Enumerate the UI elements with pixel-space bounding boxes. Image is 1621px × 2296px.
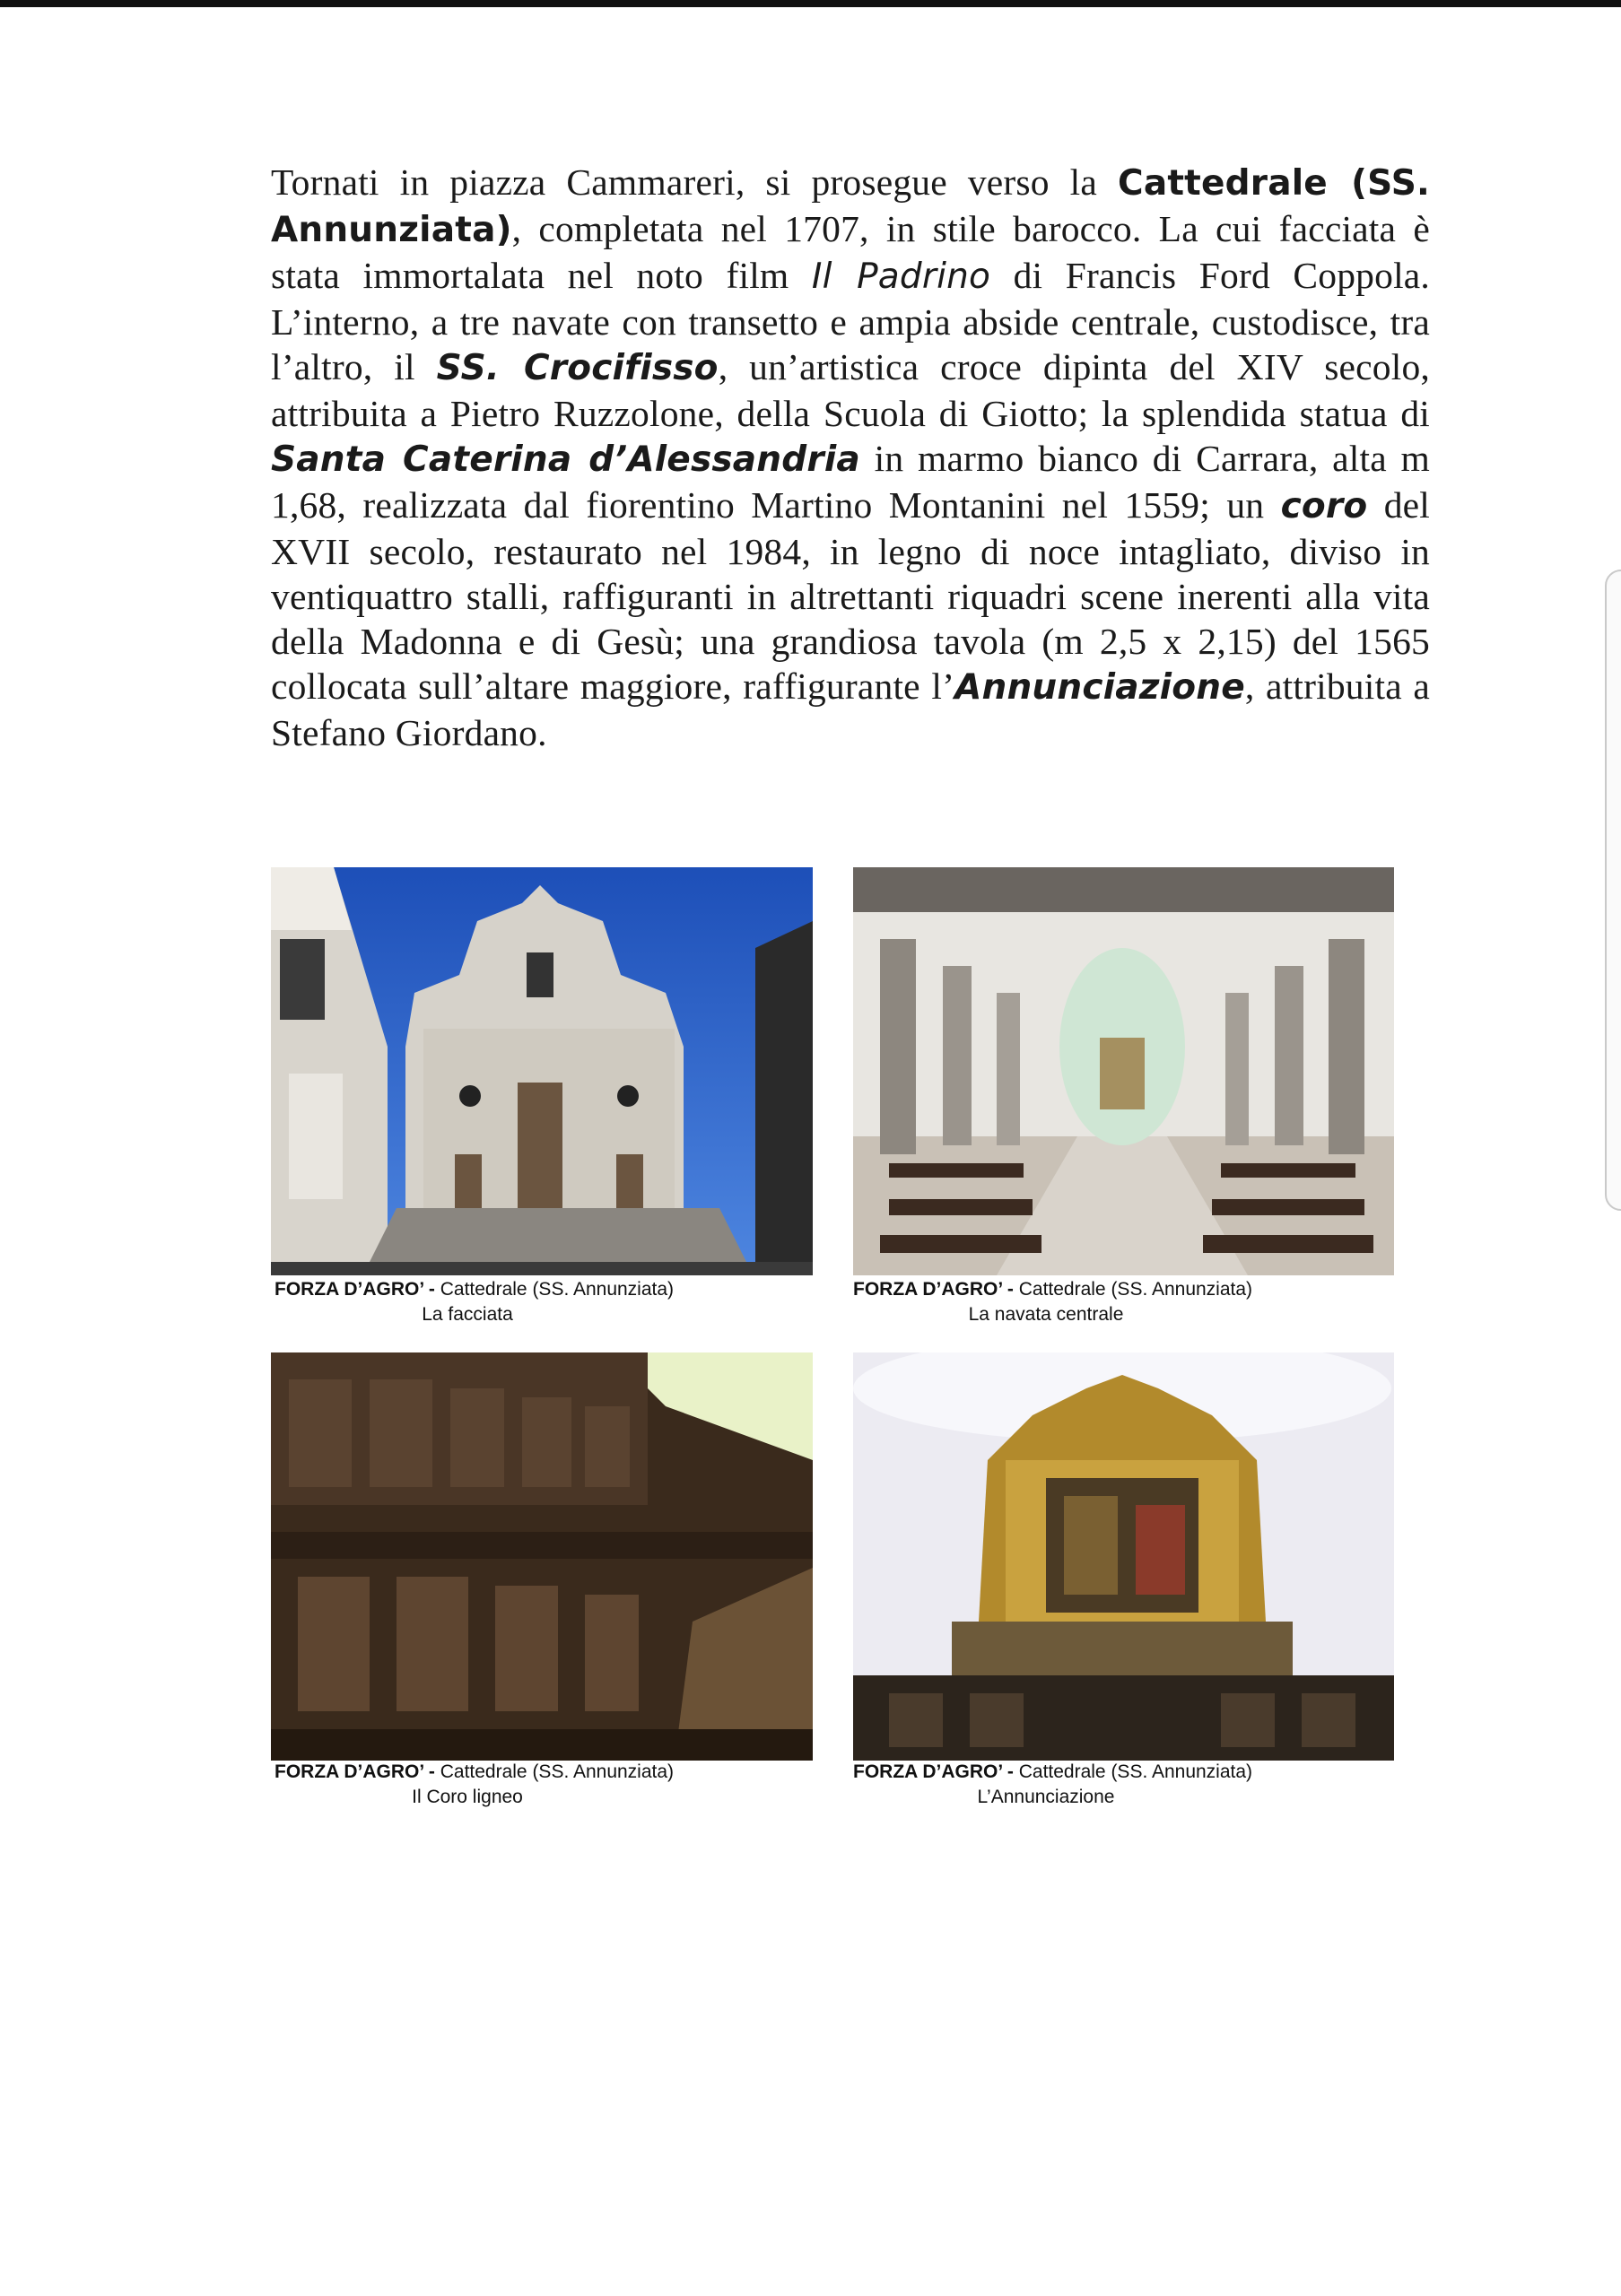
- caption-place: FORZA D’AGRO’ -: [853, 1279, 1019, 1300]
- text-segment: , attribuita a Stefano Giordano.: [271, 665, 1431, 753]
- annunciation-term: Annunciazione: [954, 667, 1245, 708]
- caption-annunciation: [853, 1760, 1253, 1810]
- cathedral-name: Cattedrale (SS. Annunziata): [271, 163, 1430, 250]
- caption-subtitle: Il Coro ligneo: [412, 1787, 523, 1807]
- text-segment: Tornati in piazza Cammareri, si prosegue verso la: [271, 161, 1118, 203]
- photo-annunciation: [853, 1352, 1394, 1761]
- photo-facade: [271, 867, 813, 1275]
- scrollbar-handle[interactable]: [1605, 570, 1621, 1211]
- body-paragraph: [271, 160, 1430, 755]
- text-segment: in marmo bianco di Carrara, alta m 1,68, realizzata dal fiorentino Martino Montanini nel 1559; un: [271, 438, 1430, 526]
- text-segment: , un’artistica croce dipinta del XIV secolo, attribuita a Pietro Ruzzolone, della Scuola di Giotto; la splendida statua di: [271, 346, 1430, 434]
- caption-subtitle: L’Annunciazione: [977, 1787, 1115, 1807]
- caption-name: Cattedrale (SS. Annunziata): [1018, 1279, 1253, 1300]
- caption-subtitle: La facciata: [422, 1304, 513, 1325]
- photo-choir: [271, 1352, 813, 1761]
- caption-facade: [275, 1277, 675, 1327]
- photo-nave: [853, 867, 1394, 1275]
- caption-place: FORZA D’AGRO’ -: [275, 1761, 440, 1782]
- crucifix-name: SS. Crocifisso: [436, 348, 719, 388]
- text-segment: del XVII secolo, restaurato nel 1984, in legno di noce intagliato, diviso in ventiquattro stalli, raffiguranti in altrettanti riquadri scene inerenti alla vita della Madonna e di Gesù; una grandiosa tavola (m 2,5 x 2,15) del 1565 collocata sull’altare maggiore, raffigurante l’: [271, 484, 1431, 707]
- caption-choir: [275, 1760, 675, 1810]
- caption-place: FORZA D’AGRO’ -: [275, 1279, 440, 1300]
- caption-subtitle: La navata centrale: [968, 1304, 1124, 1325]
- caption-nave: [853, 1277, 1253, 1327]
- text-segment: , completata nel 1707, in stile barocco. La cui facciata è stata immortalata nel noto film: [271, 208, 1430, 296]
- text-segment: di Francis Ford Coppola. L’interno, a tre navate con transetto e ampia abside centrale, custodisce, tra l’altro, il: [271, 255, 1430, 387]
- film-title: Il Padrino: [811, 257, 991, 297]
- caption-name: Cattedrale (SS. Annunziata): [1018, 1761, 1253, 1782]
- choir-term: coro: [1280, 486, 1368, 526]
- caption-name: Cattedrale (SS. Annunziata): [440, 1761, 675, 1782]
- caption-name: Cattedrale (SS. Annunziata): [440, 1279, 675, 1300]
- top-status-bar: [0, 0, 1621, 7]
- statue-name: Santa Caterina d’Alessandria: [271, 439, 860, 480]
- caption-place: FORZA D’AGRO’ -: [853, 1761, 1019, 1782]
